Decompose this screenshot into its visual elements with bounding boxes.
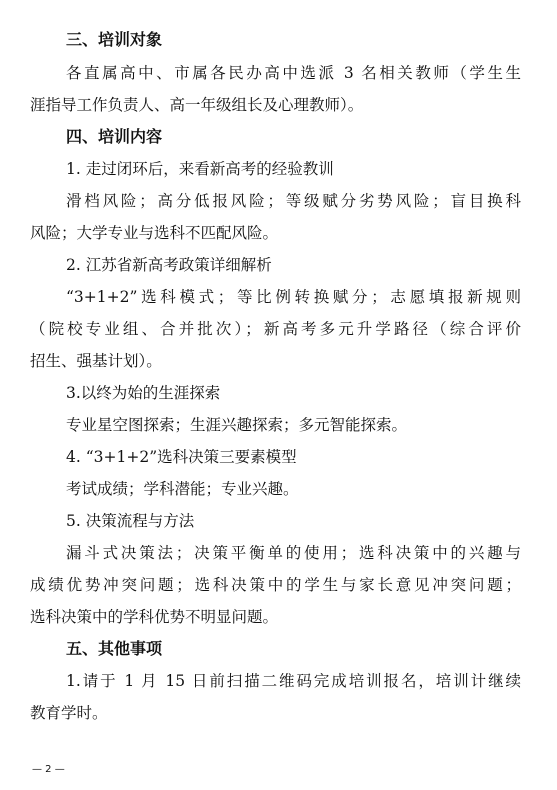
item-title-5: 5. 决策流程与方法	[66, 512, 195, 530]
paragraph-line: 教育学时。	[30, 704, 108, 722]
paragraph-line: 考试成绩；学科潜能；专业兴趣。	[66, 480, 299, 498]
paragraph-line: 成绩优势冲突问题；选科决策中的学生与家长意见冲突问题；	[30, 576, 521, 594]
paragraph-line: 各直属高中、市属各民办高中选派 3 名相关教师（学生生	[66, 64, 521, 82]
paragraph-line: “3+1+2”选科模式；等比例转换赋分；志愿填报新规则	[66, 288, 521, 306]
section-heading-5: 五、其他事项	[66, 639, 163, 658]
page-number: — 2 —	[32, 764, 65, 775]
paragraph-line: 选科决策中的学科优势不明显问题。	[30, 608, 279, 626]
item-title-1: 1. 走过闭环后，来看新高考的经验教训	[66, 160, 334, 178]
paragraph-line: 滑档风险；高分低报风险；等级赋分劣势风险；盲目换科	[66, 192, 521, 210]
paragraph-line: 专业星空图探索；生涯兴趣探索；多元智能探索。	[66, 416, 408, 434]
paragraph-line: 涯指导工作负责人、高一年级组长及心理教师）。	[30, 96, 364, 114]
item-title-3: 3.以终为始的生涯探索	[66, 384, 221, 402]
paragraph-line: （院校专业组、合并批次）；新高考多元升学路径（综合评价	[30, 320, 521, 338]
item-title-2: 2. 江苏省新高考政策详细解析	[66, 256, 272, 274]
paragraph-line: 1.请于 1 月 15 日前扫描二维码完成培训报名，培训计继续	[66, 672, 521, 690]
item-title-4: 4. “3+1+2”选科决策三要素模型	[66, 448, 297, 466]
paragraph-line: 招生、强基计划）。	[30, 352, 162, 370]
paragraph-line: 风险；大学专业与选科不匹配风险。	[30, 224, 279, 242]
section-heading-4: 四、培训内容	[66, 127, 163, 146]
paragraph-line: 漏斗式决策法；决策平衡单的使用；选科决策中的兴趣与	[66, 544, 521, 562]
section-heading-3: 三、培训对象	[66, 30, 163, 49]
